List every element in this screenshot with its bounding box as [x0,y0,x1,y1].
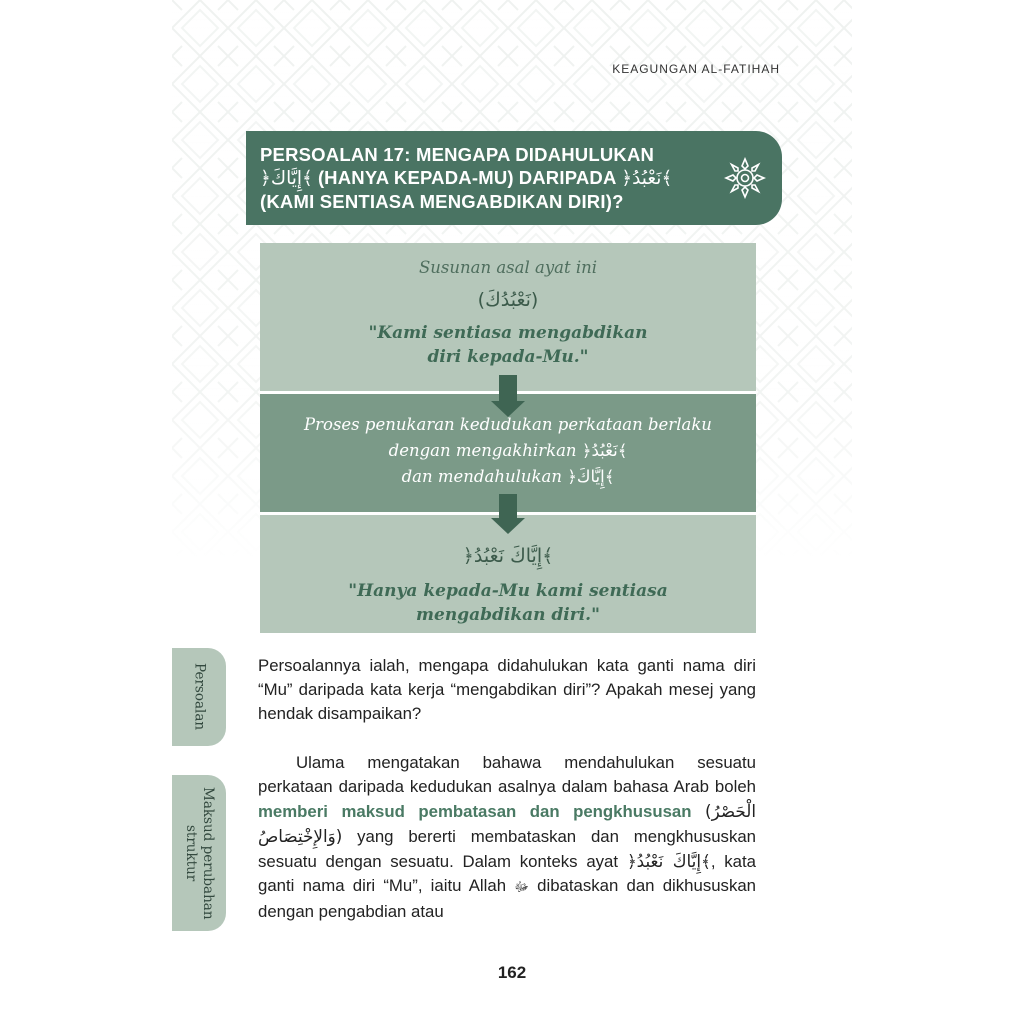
process-line-2-text: dengan mengakhirkan [388,441,577,460]
arabic-ayat: ﴿إِيَّاكَ نَعْبُدُ﴾ [626,851,711,871]
title-line-2 [260,166,722,190]
side-tab-maksud-label: Maksud perubahan struktur [183,786,216,920]
process-line-3 [260,464,756,490]
original-caption: Susunan asal ayat ini [418,258,598,277]
process-line-3-arabic: ﴿إِيَّاكَ﴾ [567,467,615,486]
process-line-2 [260,438,756,464]
process-line-3-text: dan mendahulukan [401,467,562,486]
side-tab-persoalan [172,648,226,746]
title-line-1: PERSOALAN 17: MENGAPA DIDAHULUKAN [260,144,655,165]
paragraph-question: Persoalannya ialah, mengapa didahulukan kata ganti nama diri “Mu” daripada kata kerja “mengabdikan diri”? Apakah mesej yang hendak disampaikan? [258,656,756,723]
result-arabic: ﴿إِيَّاكَ نَعْبُدُ﴾ [462,545,554,567]
title-arabic-nabudu: ﴿نَعْبُدُ﴾ [621,168,673,189]
side-tab-maksud-perubahan-struktur [172,775,226,931]
honorific-icon: ﷻ [514,880,529,895]
process-line-2-arabic: ﴿نَعْبُدُ﴾ [581,441,628,460]
page-number: 162 [497,963,527,982]
side-tab-persoalan-label: Persoalan [191,663,208,731]
transformation-flow [260,243,756,633]
result-quote-line-2: mengabdikan diri." [416,605,600,625]
title-line-2-text: (HANYA KEPADA-MU) DARIPADA [318,167,616,188]
question-title-band [246,131,782,225]
original-quote-line-1: "Kami sentiasa mengabdikan [368,323,648,343]
title-arabic-iyyaka: ﴿إِيَّاكَ﴾ [260,168,313,189]
title-line-3: (KAMI SENTIASA MENGABDIKAN DIRI)? [260,191,624,212]
highlight-pembatasan: memberi maksud pembatasan dan pengkhususan [258,802,692,821]
process-line-1: Proses penukaran kedudukan perkataan berlaku [304,415,712,434]
paragraph-explanation: Ulama mengatakan bahawa mendahulukan sesuatu perkataan daripada kedudukan asalnya dalam bahasa Arab boleh memberi maksud pembatasan dan pengkhususan (الْحَصْرُ وَالإِخْتِصَاصُ) yang bererti membataskan dan mengkhususkan sesuatu dengan sesuatu. Dalam konteks ayat ﴿إِيَّاكَ نَعْبُدُ﴾, kata ganti nama diri “Mu”, iaitu Allah ﷻ dibataskan dan dikhususkan dengan pengabdian atau [258,753,757,921]
book-page [172,0,852,1024]
original-quote-line-2: diri kepada-Mu." [427,347,589,367]
result-quote-line-1: "Hanya kepada-Mu kami sentiasa [348,581,668,601]
rosette-ornament-icon [724,157,766,199]
arabic-term: (الْحَصْرُ وَالإِخْتِصَاصُ) [258,801,756,846]
running-head: KEAGUNGAN AL-FATIHAH [612,62,780,76]
original-arabic: (نَعْبُدُكَ) [477,289,539,311]
original-structure-box [260,243,756,391]
